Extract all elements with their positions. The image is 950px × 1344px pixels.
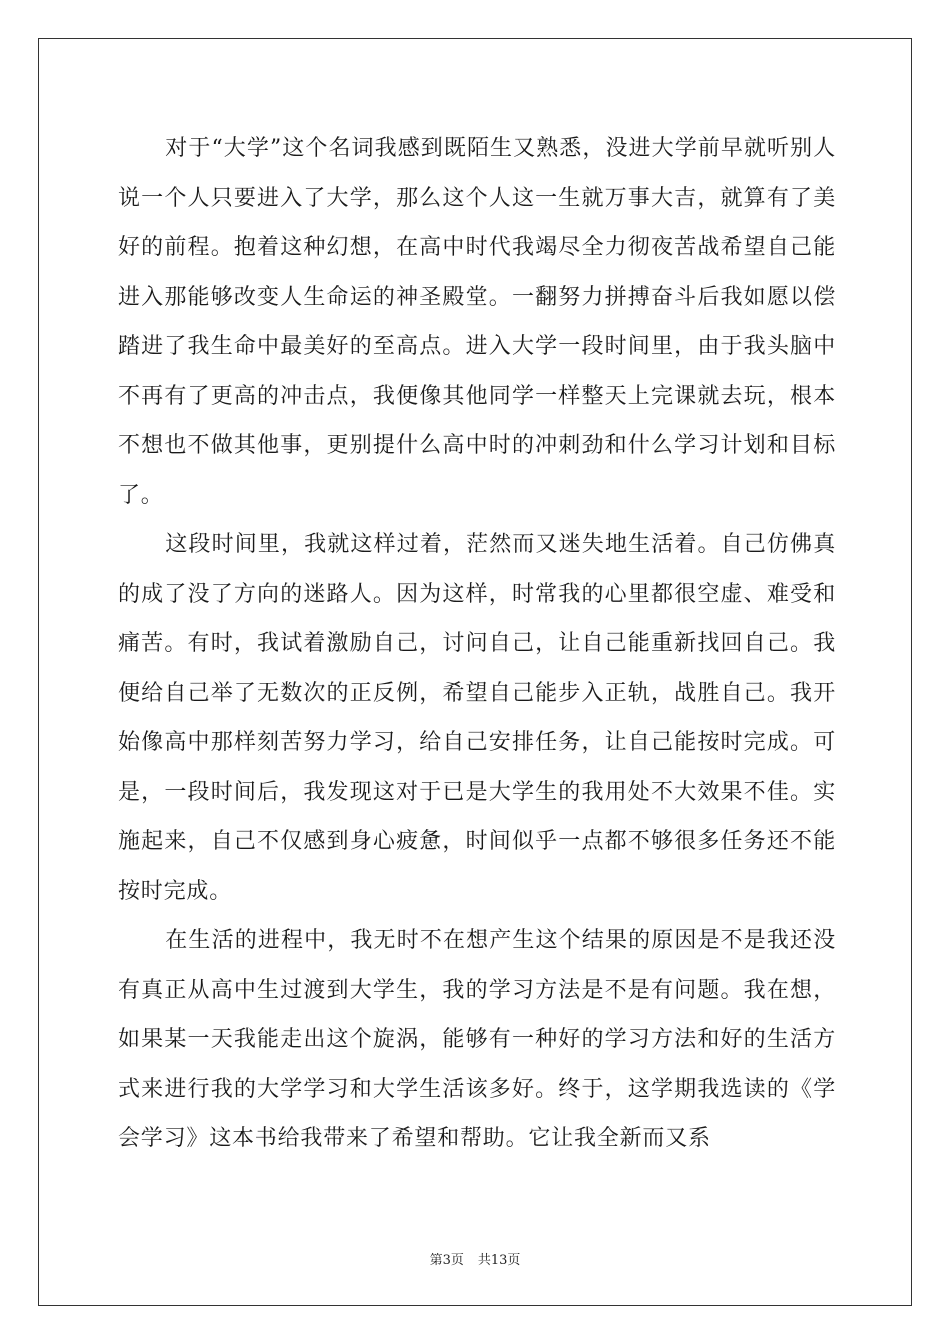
page-number: 第3页 xyxy=(429,1253,464,1268)
paragraph-3: 在生活的进程中，我无时不在想产生这个结果的原因是不是我还没有真正从高中生过渡到大学生，我的学习方法是不是有问题。我在想，如果某一天我能走出这个旋涡，能够有一种好的学习方法和好的生活方式来进行我的大学学习和大学生活该多好。终于，这学期我选读的《学会学习》这本书给我带来了希望和帮助。它让我全新而又系 xyxy=(118,928,836,1151)
document-body xyxy=(118,124,836,1164)
paragraph-2: 这段时间里，我就这样过着，茫然而又迷失地生活着。自己仿佛真的成了没了方向的迷路人。因为这样，时常我的心里都很空虚、难受和痛苦。有时，我试着激励自己，讨问自己，让自己能重新找回自己。我便给自己举了无数次的正反例，希望自己能步入正轨，战胜自己。我开始像高中那样刻苦努力学习，给自己安排任务，让自己能按时完成。可是，一段时间后，我发现这对于已是大学生的我用处不大效果不佳。实施起来，自己不仅感到身心疲惫，时间似乎一点都不够很多任务还不能按时完成。 xyxy=(118,532,836,904)
paragraph-1: 对于“大学”这个名词我感到既陌生又熟悉，没进大学前早就听别人说一个人只要进入了大学，那么这个人这一生就万事大吉，就算有了美好的前程。抱着这种幻想，在高中时代我竭尽全力彻夜苦战希望自己能进入那能够改变人生命运的神圣殿堂。一翻努力拼搏奋斗后我如愿以偿踏进了我生命中最美好的至高点。进入大学一段时间里，由于我头脑中不再有了更高的冲击点，我便像其他同学一样整天上完课就去玩，根本不想也不做其他事，更别提什么高中时的冲刺劲和什么学习计划和目标了。 xyxy=(118,136,836,508)
page-footer xyxy=(0,1249,950,1268)
page-total: 共13页 xyxy=(477,1253,521,1268)
